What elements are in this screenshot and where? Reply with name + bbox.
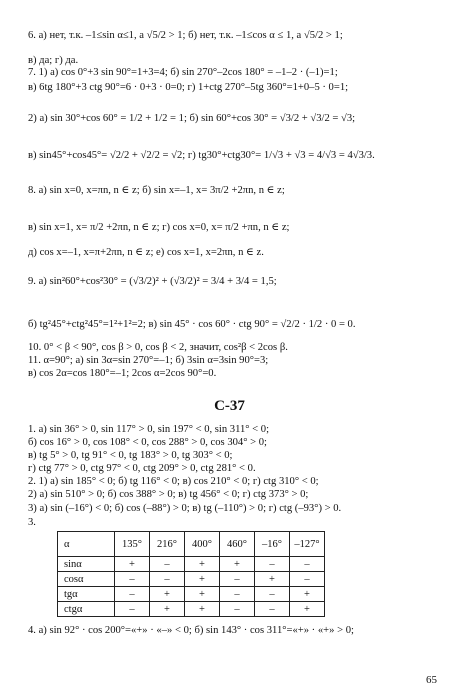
table-row [58,602,325,617]
c37-line-4: 2. 1) а) sin 185° < 0; б) tg 116° < 0; в) cos 210° < 0; г) ctg 310° < 0; [28,476,319,487]
table-cell: + [150,587,185,602]
table-header-cell: 460° [220,532,255,557]
table-cell: – [150,572,185,587]
solution-line-5: в) sin45°+cos45°= √2/2 + √2/2 = √2; г) tg30°+ctg30°= 1/√3 + √3 = 4/√3 = 4√3/3. [28,150,375,161]
table-cell: – [220,587,255,602]
solution-line-0: 6. а) нет, т.к. –1≤sin α≤1, а √5/2 > 1; б) нет, т.к. –1≤cos α ≤ 1, а √5/2 > 1; [28,30,343,41]
table-header-cell: –16° [255,532,290,557]
table-row-label: sinα [58,557,115,572]
table-cell: + [185,602,220,617]
table-row [58,587,325,602]
solution-line-4: 2) а) sin 30°+cos 60° = 1/2 + 1/2 = 1; б) sin 60°+cos 30° = √3/2 + √3/2 = √3; [28,113,356,124]
table-cell: – [115,602,150,617]
c37-line-1: б) cos 16° > 0, cos 108° < 0, cos 288° > 0, cos 304° > 0; [28,437,267,448]
table-cell: – [115,587,150,602]
table-header-cell: 216° [150,532,185,557]
c37-line-2: в) tg 5° > 0, tg 91° < 0, tg 183° > 0, tg 303° < 0; [28,450,233,461]
solution-line-6: 8. а) sin x=0, x=πn, n ∈ z; б) sin x=–1, x= 3π/2 +2πn, n ∈ z; [28,185,285,196]
solution-line-7: в) sin x=1, x= π/2 +2πn, n ∈ z; г) cos x=0, x= π/2 +πn, n ∈ z; [28,222,290,233]
table-cell: – [220,602,255,617]
c37-line-7: 3. [28,517,36,528]
table-cell: – [150,557,185,572]
solution-line-12: 11. α=90°; а) sin 3α=sin 270°=–1; б) 3sin α=3sin 90°=3; [28,355,269,366]
c37-line-0: 1. а) sin 36° > 0, sin 117° > 0, sin 197° < 0, sin 311° < 0; [28,424,270,435]
table-cell: + [185,572,220,587]
table-header-cell: 400° [185,532,220,557]
table-cell: + [290,602,325,617]
solution-line-9: 9. а) sin²60°+cos²30° = (√3/2)² + (√3/2)² = 3/4 + 3/4 = 1,5; [28,276,277,287]
page-number: 65 [426,674,437,686]
table-row [58,572,325,587]
table-cell: + [255,572,290,587]
table-header-cell: 135° [115,532,150,557]
solution-line-11: 10. 0° < β < 90°, cos β > 0, cos β < 2, значит, cos²β < 2cos β. [28,342,288,353]
solution-line-8: д) cos x=–1, x=π+2πn, n ∈ z; е) cos x=1, x=2πn, n ∈ z. [28,247,264,258]
table-cell: – [255,557,290,572]
table-cell: + [150,602,185,617]
solution-line-3: в) 6tg 180°+3 ctg 90°=6 · 0+3 · 0=0; г) 1+ctg 270°–5tg 360°=1+0–5 · 0=1; [28,82,349,93]
table-row-label: ctgα [58,602,115,617]
table-cell: – [220,572,255,587]
c37-line-6: 3) а) sin (–16°) < 0; б) cos (–88°) > 0; в) tg (–110°) > 0; г) ctg (–93°) > 0. [28,503,342,514]
table-row-label: cosα [58,572,115,587]
table-cell: + [185,557,220,572]
solution-line-13: в) cos 2α=cos 180°=–1; 2cos α=2cos 90°=0. [28,368,217,379]
table-row [58,557,325,572]
table-header-row [58,532,325,557]
section-heading: С-37 [214,398,245,414]
solution-line-1: в) да; г) да. [28,55,79,66]
solution-line-10: б) tg²45°+ctg²45°=1²+1²=2; в) sin 45° · cos 60° · ctg 90° = √2/2 · 1/2 · 0 = 0. [28,319,356,330]
c37-line-5: 2) а) sin 510° > 0; б) cos 388° > 0; в) tg 456° < 0; г) ctg 373° > 0; [28,489,309,500]
table-cell: + [290,587,325,602]
c37-line-3: г) ctg 77° > 0, ctg 97° < 0, ctg 209° > 0, ctg 281° < 0. [28,463,256,474]
table-cell: – [290,572,325,587]
table-cell: + [115,557,150,572]
table-row-label: tgα [58,587,115,602]
table-header-cell: –127° [290,532,325,557]
solution-line-2: 7. 1) а) cos 0°+3 sin 90°=1+3=4; б) sin 270°–2cos 180° = –1–2 · (–1)=1; [28,67,338,78]
table-header-cell: α [58,532,115,557]
table-cell: + [185,587,220,602]
c37-line-8: 4. а) sin 92° · cos 200°=«+» · «–» < 0; б) sin 143° · cos 311°=«+» · «+» > 0; [28,625,354,636]
sign-table [57,531,325,617]
table-cell: – [255,587,290,602]
table-cell: + [220,557,255,572]
table-cell: – [115,572,150,587]
table-cell: – [255,602,290,617]
table-cell: – [290,557,325,572]
